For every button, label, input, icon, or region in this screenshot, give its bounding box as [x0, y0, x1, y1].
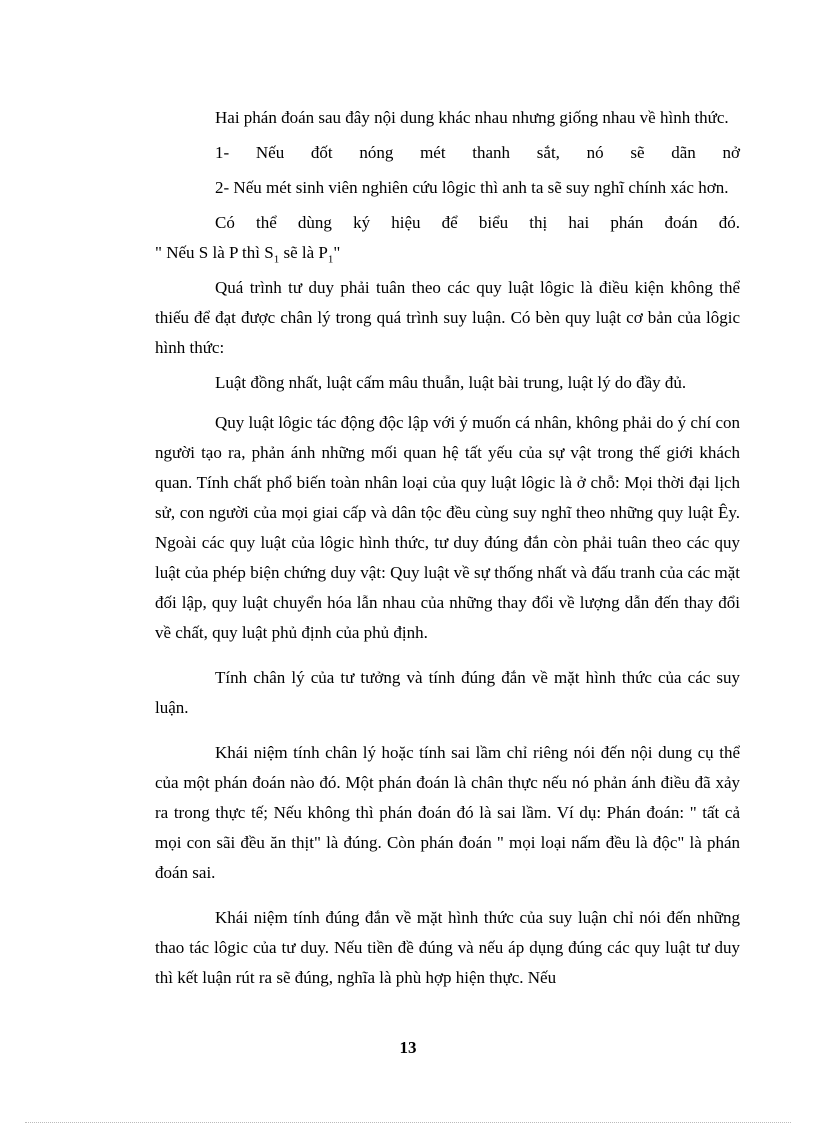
- paragraph-intro: Hai phán đoán sau đây nội dung khác nhau nhưng giống nhau về hình thức.: [215, 108, 729, 127]
- formula-part-3: ": [333, 243, 341, 262]
- example-2: 2- Nếu mét sinh viên nghiên cứu lôgic thì anh ta sẽ suy nghĩ chính xác hơn.: [215, 178, 729, 197]
- formula-part-1: " Nếu S là P thì S: [155, 243, 274, 262]
- paragraph-laws-intro: Quá trình tư duy phải tuân theo các quy luật lôgic là điều kiện không thể thiếu để đạt được chân lý trong quá trình suy luận. Có bèn quy luật cơ bản của lôgic hình thức:: [155, 278, 740, 357]
- formula-sub-1: 1: [273, 253, 280, 266]
- paragraph-truth-heading: Tính chân lý của tư tưởng và tính đúng đắn về mặt hình thức của các suy luận.: [155, 668, 740, 717]
- paragraph-truth-concept: Khái niệm tính chân lý hoặc tính sai lầm chỉ riêng nói đến nội dung cụ thể của một phán đoán nào đó. Một phán đoán là chân thực nếu nó phản ánh điều đã xảy ra trong thực tế; Nếu không thì phán đoán đó là sai lầm. Ví dụ: Phán đoán: " tất cả mọi con sãi đều ăn thịt" là đúng. Còn phán đoán " mọi loại nấm đều là độc" là phán đoán sai.: [155, 743, 740, 882]
- formula-line: [155, 238, 740, 268]
- formula-sub-2: 1: [327, 253, 334, 266]
- paragraph-symbol: Có thể dùng ký hiệu để biểu thị hai phán đoán đó.: [215, 213, 740, 232]
- paragraph-laws-list: Luật đồng nhất, luật cấm mâu thuẫn, luật bài trung, luật lý do đầy đủ.: [215, 373, 687, 392]
- formula-part-2: sẽ là P: [279, 243, 328, 262]
- body-text: [155, 103, 740, 993]
- page-number: 13: [399, 1038, 417, 1057]
- example-1: 1- Nếu đốt nóng mét thanh sắt, nó sẽ dãn nở: [215, 143, 740, 162]
- paragraph-correctness-concept: Khái niệm tính đúng đắn về mặt hình thức của suy luận chỉ nói đến những thao tác lôgic của tư duy. Nếu tiền đề đúng và nếu áp dụng đúng các quy luật tư duy thì kết luận rút ra sẽ đúng, nghĩa là phù hợp hiện thực. Nếu: [155, 908, 740, 987]
- paragraph-laws-detail: Quy luật lôgic tác động độc lập với ý muốn cá nhân, không phải do ý chí con người tạo ra, phản ánh những mối quan hệ tất yếu của sự vật trong thế giới khách quan. Tính chất phổ biến toàn nhân loại của quy luật lôgic là ở chỗ: Mọi thời đại lịch sử, con người của mọi giai cấp và dân tộc đều cùng suy nghĩ theo những quy luật Êy. Ngoài các quy luật của lôgic hình thức, tư duy đúng đắn còn phải tuân theo các quy luật của phép biện chứng duy vật: Quy luật về sự thống nhất và đấu tranh của các mặt đối lập, quy luật chuyển hóa lẫn nhau của những thay đổi về lượng dẫn đến thay đổi về chất, quy luật phủ định của phủ định.: [155, 413, 740, 642]
